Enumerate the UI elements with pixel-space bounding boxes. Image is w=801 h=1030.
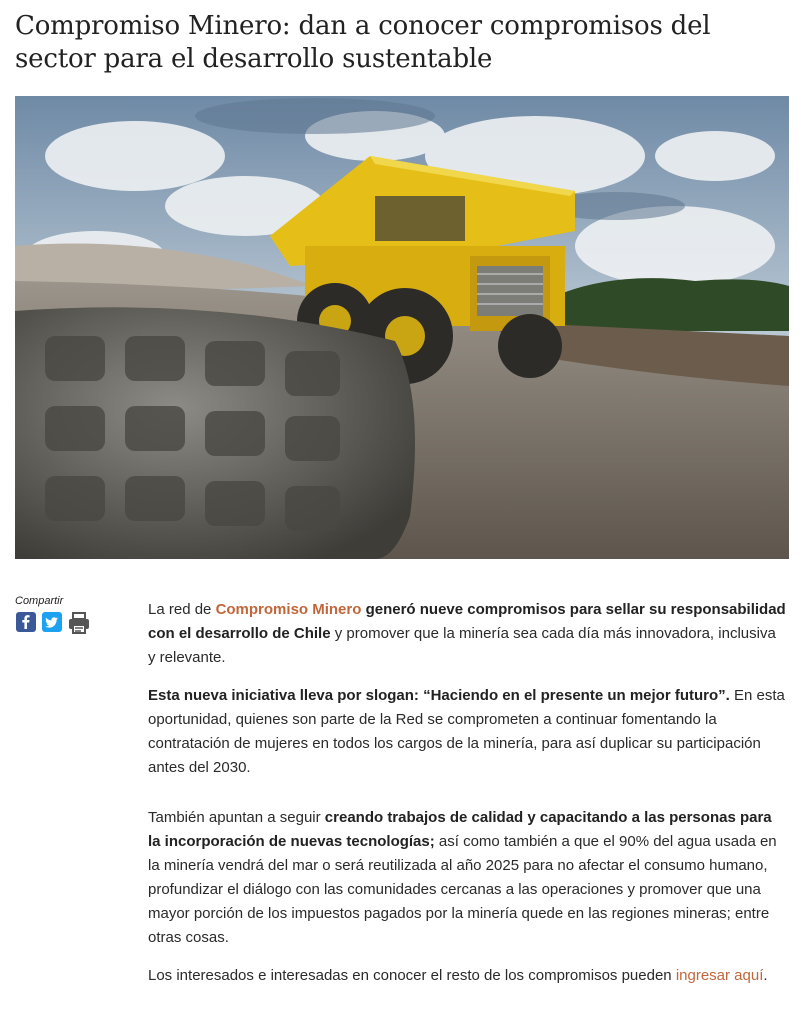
p2-bold: Esta nueva iniciativa lleva por slogan: “Haciendo en el presente un mejor futuro”. — [148, 687, 730, 704]
ingresar-aqui-link[interactable]: ingresar aquí — [675, 967, 764, 984]
share-bar — [15, 595, 125, 633]
hero-image — [15, 96, 789, 559]
facebook-icon[interactable] — [15, 611, 37, 633]
mining-truck-photo — [15, 96, 789, 559]
print-icon[interactable] — [67, 611, 89, 633]
article-body — [148, 598, 786, 1002]
p3-bold: creando trabajos de calidad y capacitando a las personas para la incorporación de nuevas tecnologías; — [148, 809, 772, 850]
p2-text: En esta oportunidad, quienes son parte de la Red se comprometen a continuar fomentando la contratación de mujeres en todos los cargos de la minería, para así duplicar su participación antes del 2030. — [148, 687, 785, 776]
p4-post: . — [763, 967, 768, 984]
paragraph-4 — [148, 964, 786, 988]
p1-bold: generó nueve compromisos para sellar su responsabilidad con el desarrollo de Chile — [148, 601, 786, 642]
p4-text: Los interesados e interesadas en conocer el resto de los compromisos pueden — [148, 967, 676, 984]
twitter-icon[interactable] — [41, 611, 63, 633]
share-icons — [15, 611, 125, 633]
share-label: Compartir — [15, 595, 64, 607]
p1-text: La red de — [148, 601, 216, 618]
compromiso-minero-link[interactable]: Compromiso Minero — [215, 601, 362, 618]
p3-post: así como también a que el 90% del agua usada en la minería vendrá del mar o será reutilizada al año 2025 para no afectar el consumo humano, profundizar el diálogo con las comunidades cercanas a las operaciones y promover que una mayor porción de los impuestos pagados por la minería quede en las regiones mineras; entre otras cosas. — [148, 833, 777, 946]
paragraph-2 — [148, 684, 786, 780]
paragraph-3 — [148, 806, 786, 950]
article-title: Compromiso Minero: dan a conocer compromisos del sector para el desarrollo sustentable — [15, 11, 711, 74]
p1-post: y promover que la minería sea cada día más innovadora, inclusiva y relevante. — [148, 625, 776, 666]
p3-text: También apuntan a seguir — [148, 809, 325, 826]
paragraph-1 — [148, 598, 786, 670]
